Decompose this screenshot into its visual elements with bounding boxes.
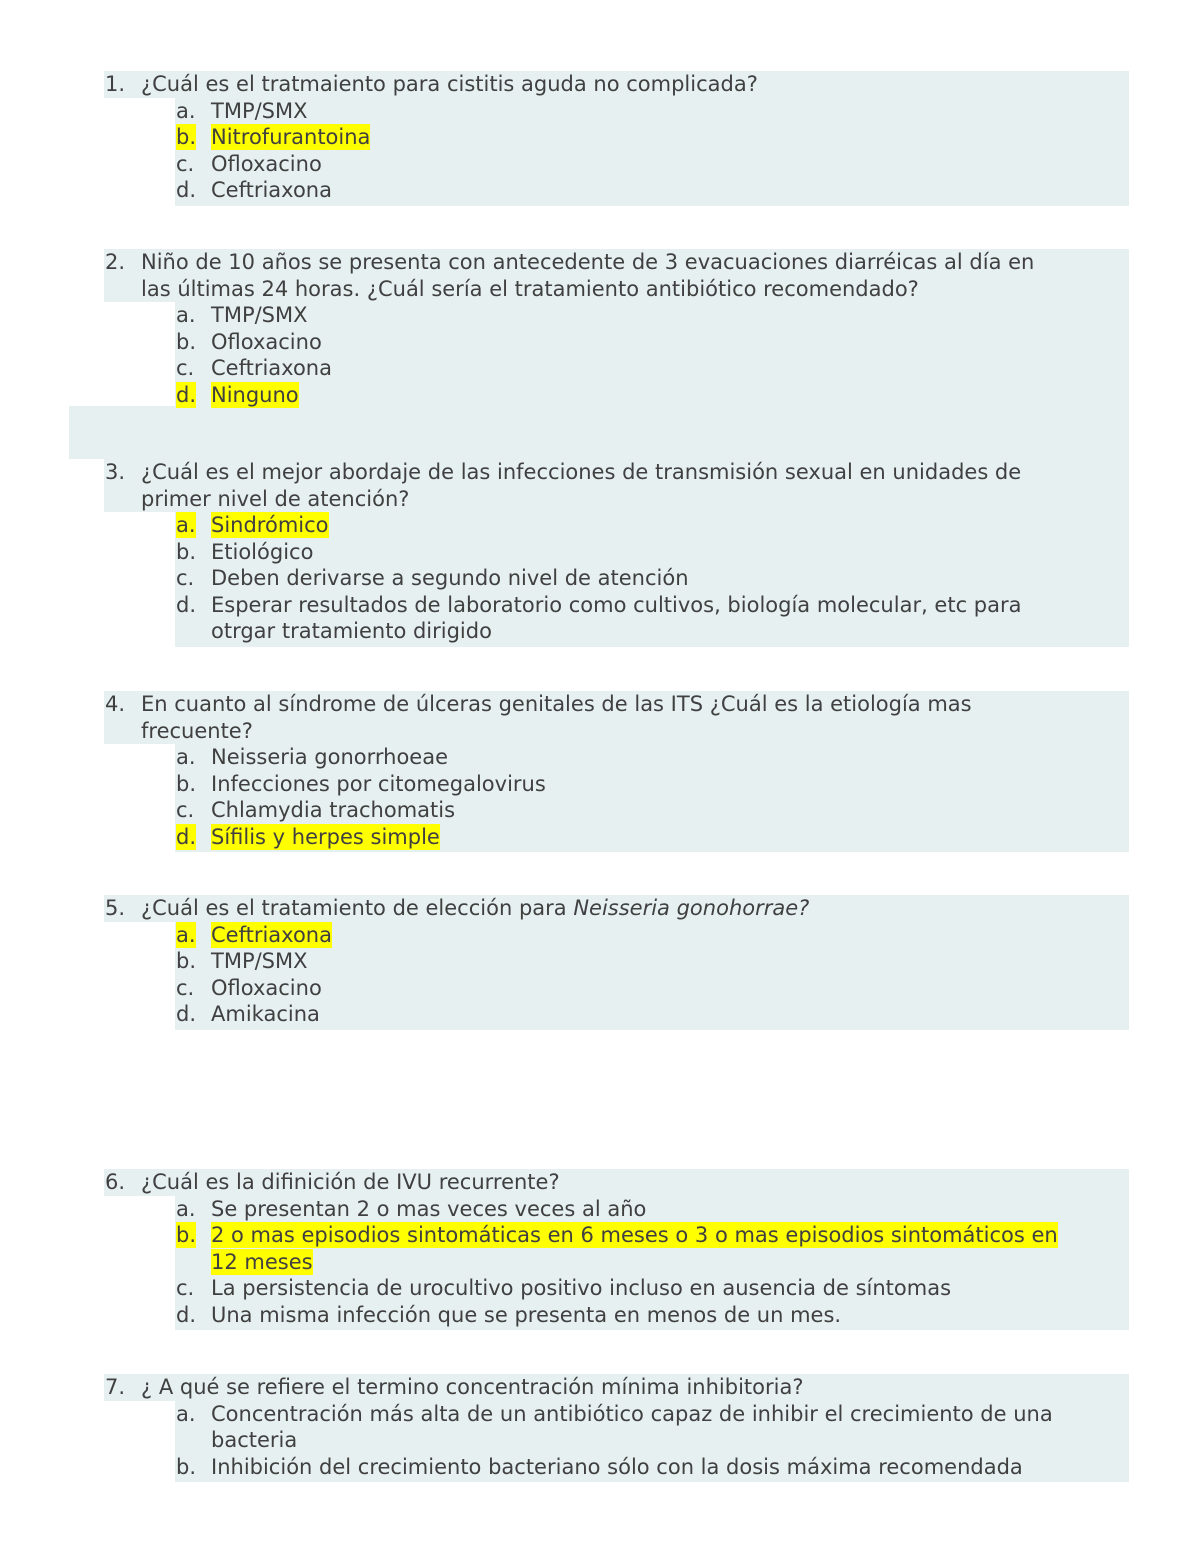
question-text: ¿ A qué se refiere el termino concentración mínima inhibitoria?	[141, 1375, 804, 1399]
option-b-line	[0, 1249, 1200, 1275]
option-letter: b.	[176, 329, 197, 354]
option-a-line	[0, 98, 1200, 124]
option-text: TMP/SMX	[211, 303, 308, 327]
option-d-line	[0, 1001, 1200, 1027]
option-text: Se presentan 2 o mas veces veces al año	[211, 1196, 647, 1221]
question-text: ¿Cuál es la difinición de IVU recurrente?	[141, 1170, 560, 1194]
correct-answer-text: Nitrofurantoina	[211, 125, 371, 149]
option-text: Ceftriaxona	[211, 178, 332, 202]
option-text: Ofloxacino	[211, 975, 322, 1000]
option-b-line	[0, 1222, 1200, 1248]
question-text	[141, 895, 809, 921]
question-text-line	[0, 486, 1200, 512]
option-letter: c.	[176, 798, 195, 822]
option-letter: d.	[176, 382, 197, 407]
question-text-line	[0, 276, 1200, 302]
option-d-line	[0, 592, 1200, 618]
option-a-line	[0, 1196, 1200, 1222]
option-letter: d.	[176, 592, 197, 617]
question-number: 5.	[105, 896, 126, 920]
option-d-line	[0, 824, 1200, 850]
option-letter: c.	[176, 975, 195, 1000]
option-text: TMP/SMX	[211, 949, 308, 973]
question-text: frecuente?	[141, 718, 253, 743]
question-text-line	[0, 249, 1200, 275]
option-d-line	[0, 618, 1200, 644]
question-text: las últimas 24 horas. ¿Cuál sería el tratamiento antibiótico recomendado?	[141, 276, 919, 301]
question-number: 3.	[105, 460, 126, 484]
option-text: TMP/SMX	[211, 98, 308, 123]
question-number: 1.	[105, 72, 126, 96]
option-letter: c.	[176, 1276, 195, 1300]
option-letter: b.	[176, 771, 197, 796]
option-c-line	[0, 1275, 1200, 1301]
option-text: Amikacina	[211, 1002, 320, 1026]
option-letter: a.	[176, 1196, 196, 1221]
correct-answer-text: Ceftriaxona	[211, 922, 332, 947]
option-d-line	[0, 382, 1200, 408]
question-text-line	[0, 71, 1200, 97]
option-letter: a.	[176, 745, 196, 769]
option-letter: d.	[176, 178, 197, 202]
option-letter: b.	[176, 949, 197, 973]
option-text: Concentración más alta de un antibiótico capaz de inhibir el crecimiento de una	[211, 1401, 1053, 1426]
question-text: En cuanto al síndrome de úlceras genitales de las ITS ¿Cuál es la etiología mas	[141, 692, 972, 716]
option-c-line	[0, 797, 1200, 823]
option-text: Una misma infección que se presenta en menos de un mes.	[211, 1302, 842, 1327]
option-text: Ofloxacino	[211, 151, 322, 176]
option-letter: b.	[176, 125, 197, 149]
option-letter: d.	[176, 1002, 197, 1026]
option-b-line	[0, 948, 1200, 974]
option-b-line	[0, 124, 1200, 150]
question-text: ¿Cuál es el tratmaiento para cistitis aguda no complicada?	[141, 72, 758, 96]
option-d-line	[0, 1302, 1200, 1328]
correct-answer-text: Sindrómico	[211, 513, 329, 537]
option-a-line	[0, 512, 1200, 538]
option-text: Esperar resultados de laboratorio como cultivos, biología molecular, etc para	[211, 592, 1022, 617]
question-text-line	[0, 1169, 1200, 1195]
question-text-line	[0, 1374, 1200, 1400]
option-text: Neisseria gonorrhoeae	[211, 745, 449, 769]
option-b-line	[0, 329, 1200, 355]
shaded-gap	[69, 406, 1129, 459]
option-text: Infecciones por citomegalovirus	[211, 771, 546, 796]
option-a-line	[0, 1401, 1200, 1427]
correct-answer-text: 12 meses	[211, 1249, 313, 1274]
correct-answer-text: Ninguno	[211, 382, 299, 407]
question-text-line	[0, 691, 1200, 717]
option-c-line	[0, 975, 1200, 1001]
option-b-line	[0, 1454, 1200, 1480]
question-text-line	[0, 895, 1200, 921]
question-text-line	[0, 718, 1200, 744]
option-b-line	[0, 771, 1200, 797]
question-text-main: ¿Cuál es el tratamiento de elección para	[141, 896, 574, 920]
option-letter: a.	[176, 1401, 196, 1426]
question-text: primer nivel de atención?	[141, 486, 410, 511]
question-number: 4.	[105, 692, 126, 716]
option-text: Ofloxacino	[211, 329, 322, 354]
question-number: 7.	[105, 1375, 126, 1399]
option-text: Inhibición del crecimiento bacteriano sólo con la dosis máxima recomendada	[211, 1454, 1023, 1479]
option-letter: b.	[176, 1223, 197, 1247]
option-a-line	[0, 1427, 1200, 1453]
question-text-line	[0, 459, 1200, 485]
option-letter: c.	[176, 566, 195, 590]
correct-answer-text: Sífilis y herpes simple	[211, 824, 440, 849]
option-text: Deben derivarse a segundo nivel de atención	[211, 566, 689, 590]
option-a-line	[0, 302, 1200, 328]
option-letter: c.	[176, 151, 195, 176]
option-text: Ceftriaxona	[211, 356, 332, 380]
option-text: La persistencia de urocultivo positivo incluso en ausencia de síntomas	[211, 1276, 952, 1300]
option-letter: d.	[176, 1302, 197, 1327]
option-d-line	[0, 177, 1200, 203]
option-letter: a.	[176, 98, 196, 123]
option-a-line	[0, 744, 1200, 770]
option-letter: d.	[176, 824, 197, 849]
option-c-line	[0, 151, 1200, 177]
question-number: 6.	[105, 1170, 126, 1194]
option-letter: a.	[176, 922, 196, 947]
option-letter: b.	[176, 539, 197, 564]
option-text: Chlamydia trachomatis	[211, 798, 456, 822]
correct-answer-text: 2 o mas episodios sintomáticas en 6 meses o 3 o mas episodios sintomáticos en	[211, 1223, 1058, 1247]
option-text: bacteria	[211, 1428, 298, 1452]
option-b-line	[0, 539, 1200, 565]
option-text: Etiológico	[211, 539, 314, 564]
question-text-italic: Neisseria gonohorrae?	[573, 896, 810, 920]
option-text: otrgar tratamiento dirigido	[211, 619, 492, 643]
option-letter: b.	[176, 1454, 197, 1479]
option-a-line	[0, 922, 1200, 948]
option-letter: a.	[176, 513, 196, 537]
question-text: Niño de 10 años se presenta con antecedente de 3 evacuaciones diarréicas al día en	[141, 250, 1035, 274]
option-letter: a.	[176, 303, 196, 327]
option-letter: c.	[176, 356, 195, 380]
option-c-line	[0, 565, 1200, 591]
question-text: ¿Cuál es el mejor abordaje de las infecciones de transmisión sexual en unidades de	[141, 460, 1022, 484]
question-number: 2.	[105, 250, 126, 274]
option-c-line	[0, 355, 1200, 381]
